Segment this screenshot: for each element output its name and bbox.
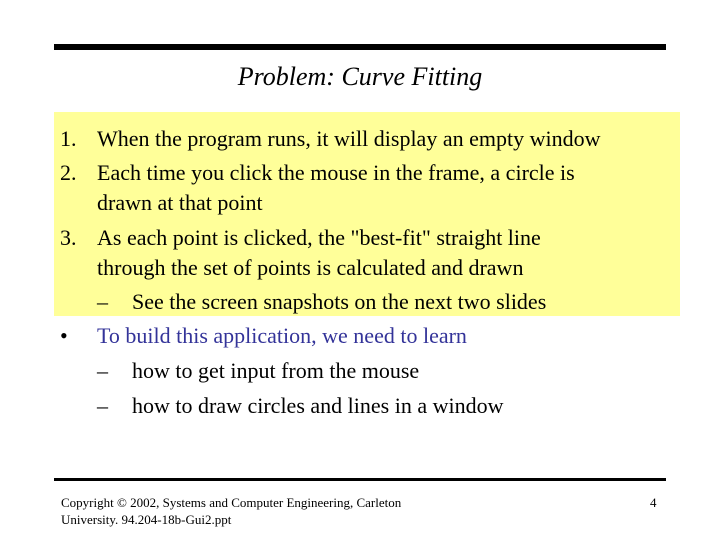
dash-marker: – (97, 289, 108, 314)
dash-marker: – (97, 393, 108, 418)
sub-list-item: how to get input from the mouse (132, 358, 420, 383)
list-item: To build this application, we need to learn (97, 323, 467, 348)
copyright-line: Copyright © 2002, Systems and Computer Engineering, Carleton (61, 495, 402, 510)
bullet-marker: • (60, 323, 68, 348)
list-item: Each time you click the mouse in the frame, a circle is (97, 160, 575, 185)
slide-title: Problem: Curve Fitting (237, 62, 483, 91)
item-marker: 1. (60, 126, 77, 151)
list-item-continuation: through the set of points is calculated and drawn (97, 255, 524, 280)
page-number: 4 (650, 495, 657, 510)
item-marker: 3. (60, 225, 77, 250)
file-name-line: University. 94.204-18b-Gui2.ppt (61, 512, 232, 527)
dash-marker: – (97, 358, 108, 383)
sub-list-item: how to draw circles and lines in a window (132, 393, 504, 418)
sub-list-item: See the screen snapshots on the next two slides (132, 289, 547, 314)
list-item-continuation: drawn at that point (97, 190, 263, 215)
bottom-rule (54, 478, 666, 481)
footer-copyright (61, 494, 481, 528)
list-item: When the program runs, it will display an empty window (97, 126, 601, 151)
list-item: As each point is clicked, the "best-fit" straight line (97, 225, 541, 250)
item-marker: 2. (60, 160, 77, 185)
